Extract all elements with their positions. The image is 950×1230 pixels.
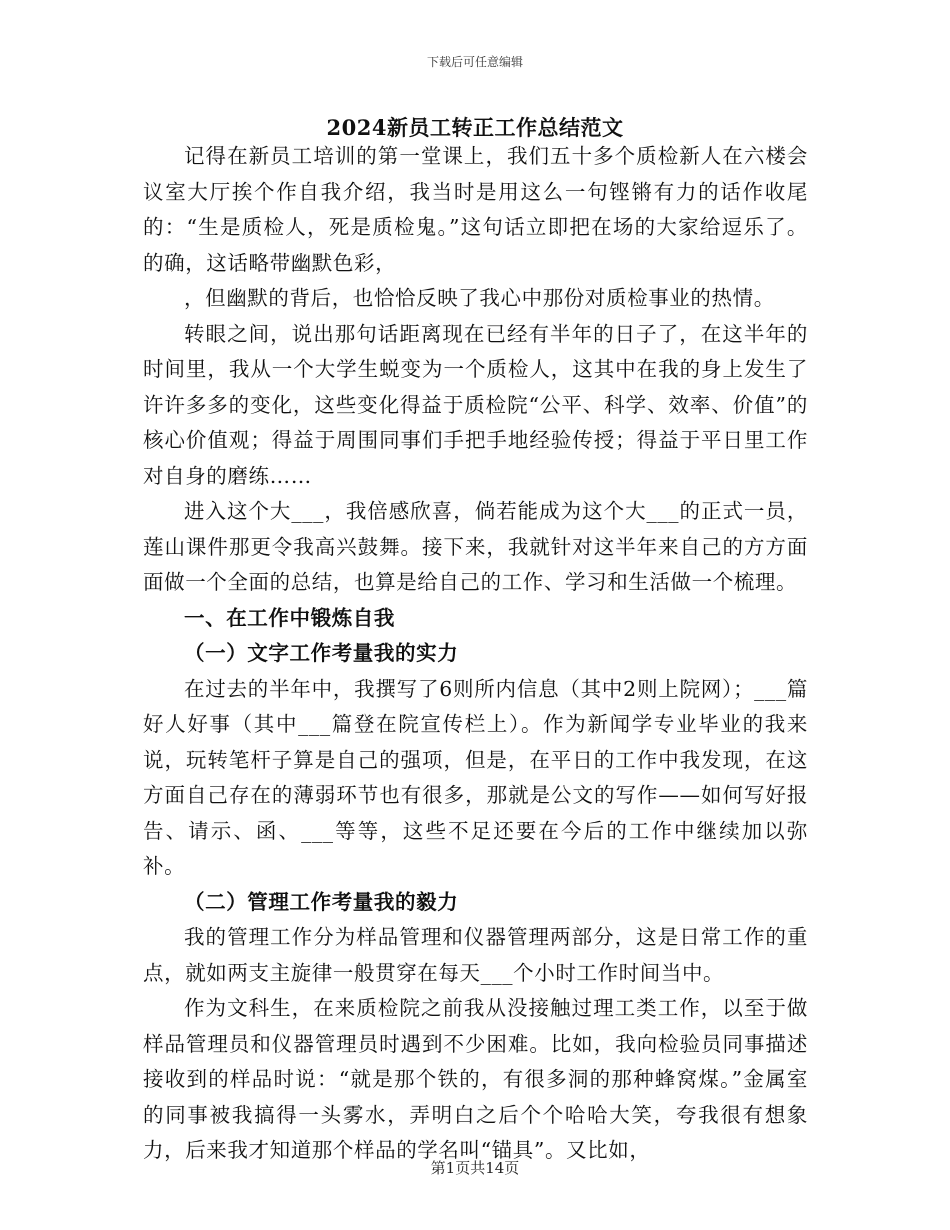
document-body: [143, 139, 808, 1169]
body-paragraph: 在过去的半年中，我撰写了6则所内信息（其中2则上院网）；___篇好人好事（其中___篇登在院宣传栏上）。作为新闻学专业毕业的我来说，玩转笔杆子算是自己的强项，但是，在平日的工作中我发现，在这方面自己存在的薄弱环节也有很多，那就是公文的写作——如何写好报告、请示、函、___等等，这些不足还要在今后的工作中继续加以弥补。: [143, 676, 808, 878]
subsection-heading: （二）管理工作考量我的毅力: [184, 889, 459, 914]
page-footer-number: 第1页共14页: [430, 1159, 520, 1177]
body-paragraph: ，但幽默的背后，也恰恰反映了我心中那份对质检事业的热情。: [184, 286, 775, 310]
page-header-note: 下载后可任意编辑: [426, 55, 523, 69]
body-paragraph: 转眼之间，说出那句话距离现在已经有半年的日子了，在这半年的时间里，我从一个大学生蜕变为一个质检人，这其中在我的身上发生了许许多多的变化，这些变化得益于质检院“公平、科学、效率、价值”的核心价值观；得益于周围同事们手把手地经验传授；得益于平日里工作对自身的磨练……: [143, 321, 808, 488]
section-heading: 一、在工作中锻炼自我: [184, 605, 395, 630]
body-paragraph: 记得在新员工培训的第一堂课上，我们五十多个质检新人在六楼会议室大厅挨个作自我介绍，我当时是用这么一句铿锵有力的话作收尾的：“生是质检人，死是质检鬼。”这句话立即把在场的大家给逗乐了。的确，这话略带幽默色彩，: [143, 144, 808, 275]
subsection-heading: （一）文字工作考量我的实力: [184, 641, 459, 665]
body-paragraph: 作为文科生，在来质检院之前我从没接触过理工类工作，以至于做样品管理员和仪器管理员时遇到不少困难。比如，我向检验员同事描述接收到的样品时说：“就是那个铁的，有很多洞的那种蜂窝煤。”金属室的同事被我搞得一头雾水，弄明白之后个个哈哈大笑，夸我很有想象力，后来我才知道那个样品的学名叫“锚具”。又比如，: [143, 996, 808, 1162]
body-paragraph: 进入这个大___，我倍感欣喜，倘若能成为这个大___的正式一员，莲山课件那更令我高兴鼓舞。接下来，我就针对这半年来自己的方方面面做一个全面的总结，也算是给自己的工作、学习和生活做一个梳理。: [143, 499, 808, 594]
document-title: 2024新员工转正工作总结范文: [326, 115, 624, 140]
body-paragraph: 我的管理工作分为样品管理和仪器管理两部分，这是日常工作的重点，就如两支主旋律一般贯穿在每天___个小时工作时间当中。: [143, 925, 808, 985]
